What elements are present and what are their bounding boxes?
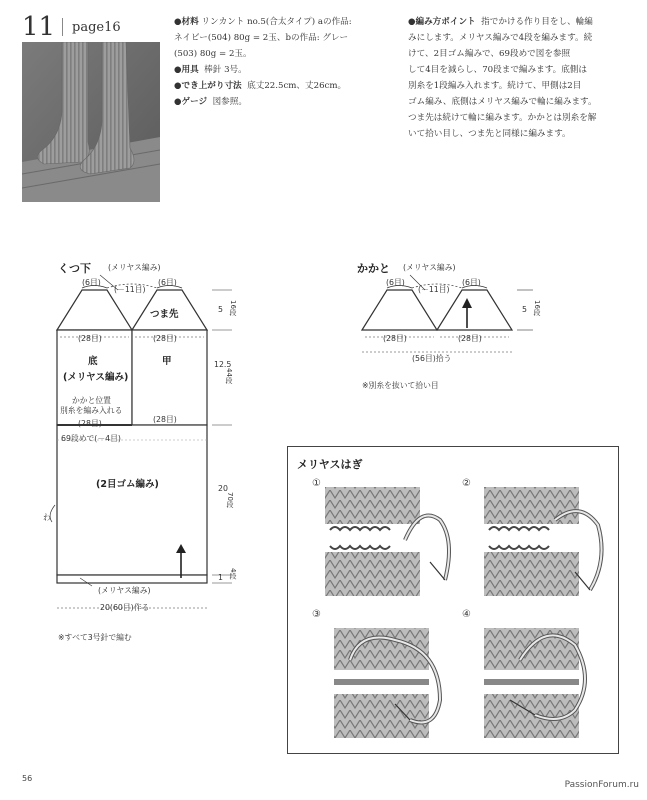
heel-bottom-left: (28目): [383, 334, 407, 343]
page-reference: page16: [72, 20, 121, 35]
sock-dim2-rows: 44段: [225, 368, 233, 384]
sock-instep-label: 甲: [162, 356, 172, 367]
materials-line-1: リンカント no.5(合太タイプ) aの作品:: [201, 17, 352, 27]
heel-pickup: (56目)拾う: [412, 354, 452, 363]
sock-dim3-rows: 70段: [226, 492, 234, 508]
instructions-line-2: みにします。メリヤス編みで4段を編みます。続: [408, 33, 593, 43]
size-value: 底丈22.5cm、丈26cm。: [247, 81, 347, 91]
sock-width-dim: 20(60目)作る: [100, 603, 150, 612]
sock-dec-note: 69段めで(－4目): [61, 434, 121, 443]
gauge-key: ●ゲージ: [174, 97, 208, 107]
materials-line-3: (503) 80g = 2玉。: [174, 49, 252, 59]
grafting-step-4: ④: [462, 609, 471, 620]
sock-dim1-cm: 5: [218, 305, 223, 314]
heel-right: (6目): [462, 278, 481, 287]
sock-note: ※すべて3号針で編む: [58, 633, 132, 642]
pattern-number: 11: [22, 12, 56, 42]
sock-title: くつ下: [58, 262, 91, 275]
sock-toe-label: つま先: [150, 309, 179, 320]
sock-mid-left: (28目): [78, 334, 102, 343]
sock-dim2-cm: 12.5: [214, 360, 232, 369]
instructions-line-4: して4目を減らし、70段まで編みます。底側は: [408, 65, 587, 75]
sock-dim4-cm: 1: [218, 573, 223, 582]
sock-toe-stitch: (メリヤス編み): [108, 263, 161, 272]
instructions-line-3: けて、2目ゴム編みで、69段めで図を参照: [408, 49, 571, 59]
sock-mid-right: (28目): [153, 334, 177, 343]
gauge-value: 図参照。: [212, 97, 247, 107]
instructions-line-8: いて拾い目し、つま先と同様に編みます。: [408, 129, 571, 139]
instructions-key: ●編み方ポイント: [408, 17, 476, 27]
heel-stitch: (メリヤス編み): [403, 263, 456, 272]
sock-sole-stitch: (メリヤス編み): [63, 372, 129, 383]
instructions-line-7: つま先は続けて輪に編みます。かかとは別糸を解: [408, 113, 597, 123]
sock-top-dec: (－11目): [114, 285, 146, 294]
watermark: PassionForum.ru: [564, 780, 639, 790]
sock-low-right: (28目): [153, 415, 177, 424]
sock-top-left: (6目): [82, 278, 101, 287]
grafting-step-2: ②: [462, 478, 471, 489]
sock-rib-mark: わ: [43, 513, 51, 522]
instructions-line-5: 別糸を1段編み入れます。続けて、甲側は2目: [408, 81, 582, 91]
heel-dim-cm: 5: [522, 305, 527, 314]
heel-title: かかと: [357, 262, 390, 275]
sock-top-right: (6目): [158, 278, 177, 287]
sock-dim3-cm: 20: [218, 484, 228, 493]
instructions-line-1: 指でかける作り目をし、輪編: [481, 17, 593, 27]
heel-bottom-right: (28目): [458, 334, 482, 343]
grafting-step-3: ③: [312, 609, 321, 620]
sock-sole-label: 底: [88, 356, 98, 367]
tools-key: ●用具: [174, 65, 199, 75]
sock-rib-label: (2目ゴム編み): [96, 479, 159, 490]
heel-dim-rows: 16段: [533, 300, 541, 316]
sock-hem-stitch: (メリヤス編み): [98, 586, 151, 595]
tools-value: 棒針 3号。: [204, 65, 247, 75]
sock-heel-pos-1: かかと位置: [72, 396, 111, 405]
materials-key: ●材料: [174, 17, 199, 27]
sock-dim1-rows: 16段: [229, 300, 237, 316]
size-key: ●でき上がり寸法: [174, 81, 242, 91]
grafting-title: メリヤスはぎ: [297, 458, 363, 471]
sock-heel-pos-2: 別糸を編み入れる: [60, 406, 123, 415]
page-number: 56: [22, 774, 33, 783]
heel-left: (6目): [386, 278, 405, 287]
grafting-step-1: ①: [312, 478, 321, 489]
heel-note: ※別糸を抜いて拾い目: [362, 381, 439, 390]
sock-dim4-rows: 4段: [229, 568, 237, 580]
heel-dec: (－11目): [418, 285, 450, 294]
materials-line-2: ネイビー(504) 80g = 2玉、bの作品: グレー: [174, 33, 349, 43]
sock-low-left: (28目): [78, 419, 102, 428]
instructions-line-6: ゴム編み、底側はメリヤス編みで輪に編みます。: [408, 97, 597, 107]
